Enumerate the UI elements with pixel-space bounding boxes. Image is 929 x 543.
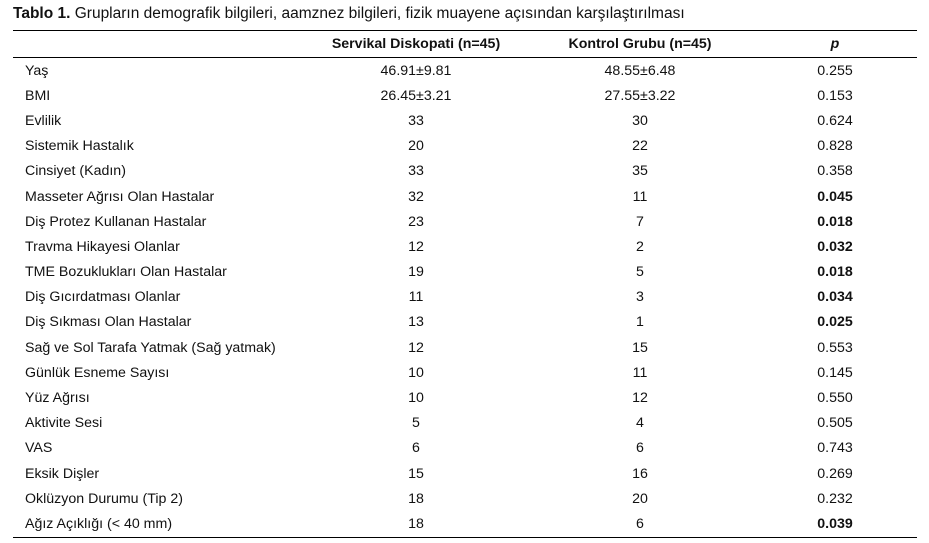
- table-row: [13, 461, 917, 486]
- row-variable-name: Diş Sıkması Olan Hastalar: [25, 314, 192, 331]
- row-p-value: 0.034: [817, 289, 853, 306]
- row-p-value: 0.550: [817, 390, 853, 407]
- caption-label: Tablo 1.: [13, 5, 71, 22]
- row-variable-name: Yaş: [25, 62, 49, 79]
- row-p-value: 0.505: [817, 415, 853, 432]
- row-variable-name: Diş Protez Kullanan Hastalar: [25, 213, 207, 230]
- row-p-value: 0.025: [817, 314, 853, 331]
- row-variable-name: Eksik Dişler: [25, 465, 100, 482]
- table-caption: [13, 3, 685, 25]
- table-row: [13, 260, 917, 285]
- row-variable-name: BMI: [25, 87, 51, 104]
- row-p-value: 0.255: [817, 62, 853, 79]
- row-variable-name: Sağ ve Sol Tarafa Yatmak (Sağ yatmak): [25, 339, 276, 356]
- row-servikal-value: 13: [408, 314, 424, 331]
- row-kontrol-value: 20: [632, 490, 648, 507]
- row-kontrol-value: 48.55±6.48: [604, 62, 676, 79]
- row-kontrol-value: 30: [632, 112, 648, 129]
- row-p-value: 0.553: [817, 339, 853, 356]
- table-row: [13, 159, 917, 184]
- table-row: [13, 411, 917, 436]
- row-p-value: 0.039: [817, 515, 853, 532]
- row-servikal-value: 5: [412, 415, 420, 432]
- row-servikal-value: 46.91±9.81: [380, 62, 452, 79]
- row-servikal-value: 23: [408, 213, 424, 230]
- row-p-value: 0.269: [817, 465, 853, 482]
- row-p-value: 0.018: [817, 264, 853, 281]
- row-variable-name: Günlük Esneme Sayısı: [25, 364, 170, 381]
- row-kontrol-value: 3: [636, 289, 644, 306]
- row-kontrol-value: 22: [632, 138, 648, 155]
- row-servikal-value: 10: [408, 364, 424, 381]
- table-row: [13, 184, 917, 209]
- table-row: [13, 486, 917, 511]
- row-variable-name: VAS: [25, 440, 53, 457]
- row-variable-name: Aktivite Sesi: [25, 415, 103, 432]
- data-table: [13, 30, 917, 538]
- table-row: [13, 134, 917, 159]
- table-row: [13, 511, 917, 537]
- row-servikal-value: 18: [408, 490, 424, 507]
- row-p-value: 0.358: [817, 163, 853, 180]
- row-kontrol-value: 7: [636, 213, 644, 230]
- table-row: [13, 385, 917, 410]
- row-p-value: 0.743: [817, 440, 853, 457]
- table-row: [13, 234, 917, 259]
- header-p-value: p: [830, 36, 840, 52]
- row-variable-name: Sistemik Hastalık: [25, 138, 134, 155]
- row-p-value: 0.018: [817, 213, 853, 230]
- row-kontrol-value: 27.55±3.22: [604, 87, 676, 104]
- row-kontrol-value: 4: [636, 415, 644, 432]
- row-variable-name: Oklüzyon Durumu (Tip 2): [25, 490, 183, 507]
- row-p-value: 0.624: [817, 112, 853, 129]
- row-servikal-value: 33: [408, 112, 424, 129]
- row-servikal-value: 15: [408, 465, 424, 482]
- row-kontrol-value: 11: [632, 188, 648, 205]
- row-variable-name: Diş Gıcırdatması Olanlar: [25, 289, 181, 306]
- table-row: [13, 310, 917, 335]
- table-row: [13, 58, 917, 84]
- row-kontrol-value: 1: [636, 314, 644, 331]
- row-kontrol-value: 35: [632, 163, 648, 180]
- row-kontrol-value: 2: [636, 238, 644, 255]
- row-p-value: 0.232: [817, 490, 853, 507]
- row-variable-name: Ağız Açıklığı (< 40 mm): [25, 515, 173, 532]
- row-kontrol-value: 11: [632, 364, 648, 381]
- table-row: [13, 83, 917, 108]
- row-servikal-value: 10: [408, 390, 424, 407]
- row-kontrol-value: 6: [636, 515, 644, 532]
- row-servikal-value: 20: [408, 138, 424, 155]
- table-row: [13, 335, 917, 360]
- row-servikal-value: 6: [412, 440, 420, 457]
- row-kontrol-value: 15: [632, 339, 648, 356]
- table-body: [13, 58, 917, 538]
- row-variable-name: Cinsiyet (Kadın): [25, 163, 126, 180]
- row-servikal-value: 18: [408, 515, 424, 532]
- row-servikal-value: 26.45±3.21: [380, 87, 452, 104]
- header-variable: [13, 31, 305, 58]
- row-p-value: 0.828: [817, 138, 853, 155]
- header-servikal-diskopati: Servikal Diskopati (n=45): [331, 36, 501, 52]
- header-row: [13, 31, 917, 58]
- row-kontrol-value: 5: [636, 264, 644, 281]
- row-kontrol-value: 12: [632, 390, 648, 407]
- data-table-container: [13, 30, 917, 538]
- row-kontrol-value: 16: [632, 465, 648, 482]
- row-variable-name: TME Bozuklukları Olan Hastalar: [25, 264, 227, 281]
- row-p-value: 0.153: [817, 87, 853, 104]
- row-servikal-value: 19: [408, 264, 424, 281]
- row-kontrol-value: 6: [636, 440, 644, 457]
- caption-text: Grupların demografik bilgileri, aamznez bilgileri, fizik muayene açısından karşılaştırılması: [70, 5, 685, 22]
- row-p-value: 0.032: [817, 238, 853, 255]
- table-row: [13, 285, 917, 310]
- row-servikal-value: 32: [408, 188, 424, 205]
- row-p-value: 0.145: [817, 364, 853, 381]
- row-servikal-value: 33: [408, 163, 424, 180]
- table-header: [13, 31, 917, 58]
- table-row: [13, 108, 917, 133]
- row-variable-name: Travma Hikayesi Olanlar: [25, 238, 180, 255]
- table-row: [13, 436, 917, 461]
- row-servikal-value: 12: [408, 238, 424, 255]
- row-p-value: 0.045: [817, 188, 853, 205]
- row-servikal-value: 12: [408, 339, 424, 356]
- row-variable-name: Yüz Ağrısı: [25, 390, 90, 407]
- row-variable-name: Evlilik: [25, 112, 62, 129]
- header-kontrol-grubu: Kontrol Grubu (n=45): [568, 36, 712, 52]
- row-variable-name: Masseter Ağrısı Olan Hastalar: [25, 188, 215, 205]
- row-servikal-value: 11: [408, 289, 424, 306]
- table-row: [13, 360, 917, 385]
- table-row: [13, 209, 917, 234]
